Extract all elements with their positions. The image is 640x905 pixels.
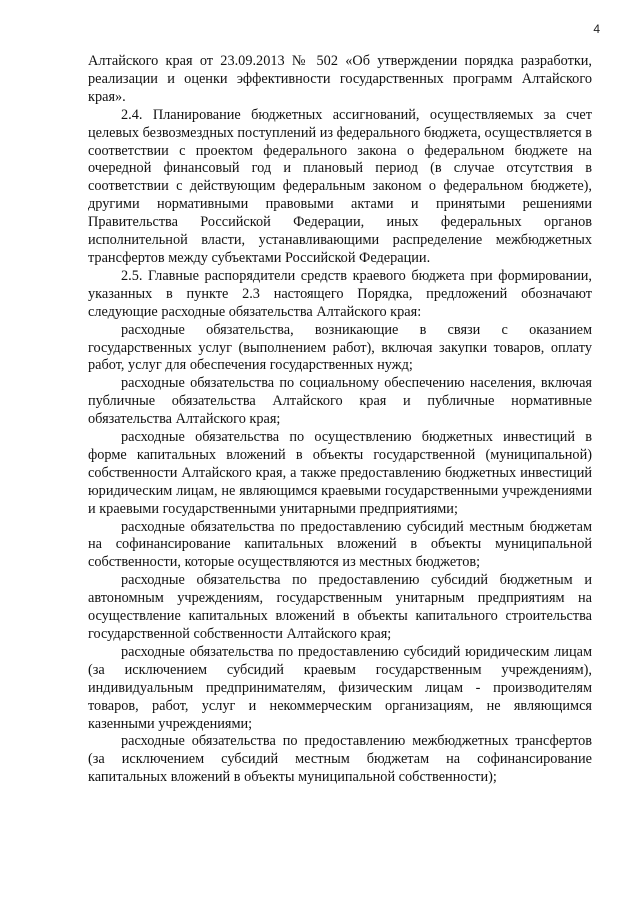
paragraph-2-5: 2.5. Главные распорядители средств краевого бюджета при формировании, указанных в пункте 2.3 настоящего Порядка, предложений обозначают следующие расходные обязательства Алтайского края: xyxy=(88,267,592,320)
document-body xyxy=(88,53,592,787)
paragraph-2-4: 2.4. Планирование бюджетных ассигнований, осуществляемых за счет целевых безвозмездных поступлений из федерального бюджета, осуществляется в соответствии с проектом федерального закона о федеральном бюджете на очередной финансовый год и плановый период (в случае отсутствия в соответствии с действующим федеральным законом о федеральном бюджете), другими нормативными правовыми актами и принятыми решениями Правительства Российской Федерации, иных федеральных органов исполнительной власти, устанавливающими распределение межбюджетных трансфертов между субъектами Российской Федерации. xyxy=(88,106,592,266)
list-item-local-subsidies: расходные обязательства по предоставлению субсидий местным бюджетам на софинансирование капитальных вложений в объекты муниципальной собственности, которые осуществляются из местных бюджетов; xyxy=(88,518,592,571)
paragraph-continuation: Алтайского края от 23.09.2013 № 502 «Об утверждении порядка разработки, реализации и оценки эффективности государственных программ Алтайского края». xyxy=(88,53,592,105)
list-item-institution-subsidies: расходные обязательства по предоставлению субсидий бюджетным и автономным учреждениям, государственным унитарным предприятиям на осуществление капитальных вложений в объекты капитального строительства государственной собственности Алтайского края; xyxy=(88,572,592,642)
list-item-services: расходные обязательства, возникающие в связи с оказанием государственных услуг (выполнением работ), включая закупки товаров, оплату работ, услуг для обеспечения государственных нужд; xyxy=(88,321,592,374)
list-item-legal-entity-subsidies: расходные обязательства по предоставлению субсидий юридическим лицам (за исключением субсидий краевым государственным учреждениям), индивидуальным предпринимателям, физическим лицам - производителям товаров, работ, услуг и некоммерческим организациям, не являющимся казенными учреждениями; xyxy=(88,643,592,732)
list-item-social: расходные обязательства по социальному обеспечению населения, включая публичные обязательства Алтайского края и публичные нормативные обязательства Алтайского края; xyxy=(88,375,592,428)
list-item-transfers: расходные обязательства по предоставлению межбюджетных трансфертов (за исключением субсидий местным бюджетам на софинансирование капитальных вложений в объекты муниципальной собственности); xyxy=(88,733,592,786)
list-item-investments: расходные обязательства по осуществлению бюджетных инвестиций в форме капитальных вложений в объекты государственной (муниципальной) собственности Алтайского края, а также предоставлению бюджетных инвестиций юридическим лицам, не являющимся краевыми государственными учреждениями и краевыми государственными унитарными предприятиями; xyxy=(88,429,592,517)
page-number: 4 xyxy=(593,22,600,36)
